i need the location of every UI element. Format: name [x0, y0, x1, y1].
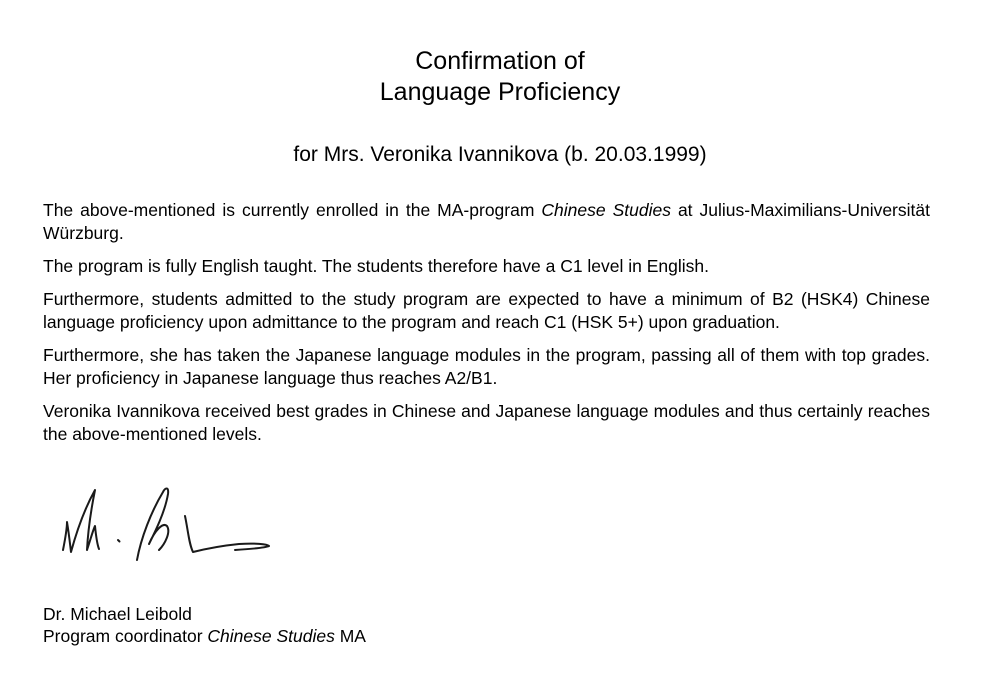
paragraph-enrollment — [43, 199, 930, 245]
document-title — [0, 46, 1000, 108]
paragraph-summary: Veronika Ivannikova received best grades in Chinese and Japanese language modules and thus certainly reaches the above-mentioned levels. — [43, 401, 930, 444]
signer-role-program: Chinese Studies — [207, 626, 335, 646]
paragraph-english: The program is fully English taught. The students therefore have a C1 level in English. — [43, 256, 710, 276]
enrollment-text-pre: The above-mentioned is currently enrolled in the MA-program — [43, 200, 542, 220]
program-name: Chinese Studies — [541, 200, 671, 220]
enrollment-text-post: at Julius-Maximilians-Universität Würzburg. — [43, 200, 930, 243]
document-subtitle: for Mrs. Veronika Ivannikova (b. 20.03.1999) — [293, 143, 707, 166]
signer-role-post: MA — [334, 626, 366, 646]
signer-name: Dr. Michael Leibold — [43, 604, 192, 624]
title-line-1: Confirmation of — [415, 47, 585, 75]
paragraph-japanese: Furthermore, she has taken the Japanese language modules in the program, passing all of them with top grades. Her proficiency in Japanese language thus reaches A2/B1. — [43, 345, 930, 388]
signer-role — [43, 625, 366, 647]
signer-role-pre: Program coordinator — [43, 626, 208, 646]
title-line-2: Language Proficiency — [379, 78, 621, 106]
letter-body — [43, 199, 930, 456]
paragraph-chinese: Furthermore, students admitted to the study program are expected to have a minimum of B2 (HSK4) Chinese language proficiency upon admittance to the program and reach C1 (HSK 5+) upon graduation. — [43, 289, 930, 332]
signer-block — [43, 603, 366, 647]
handwritten-signature — [55, 478, 280, 570]
